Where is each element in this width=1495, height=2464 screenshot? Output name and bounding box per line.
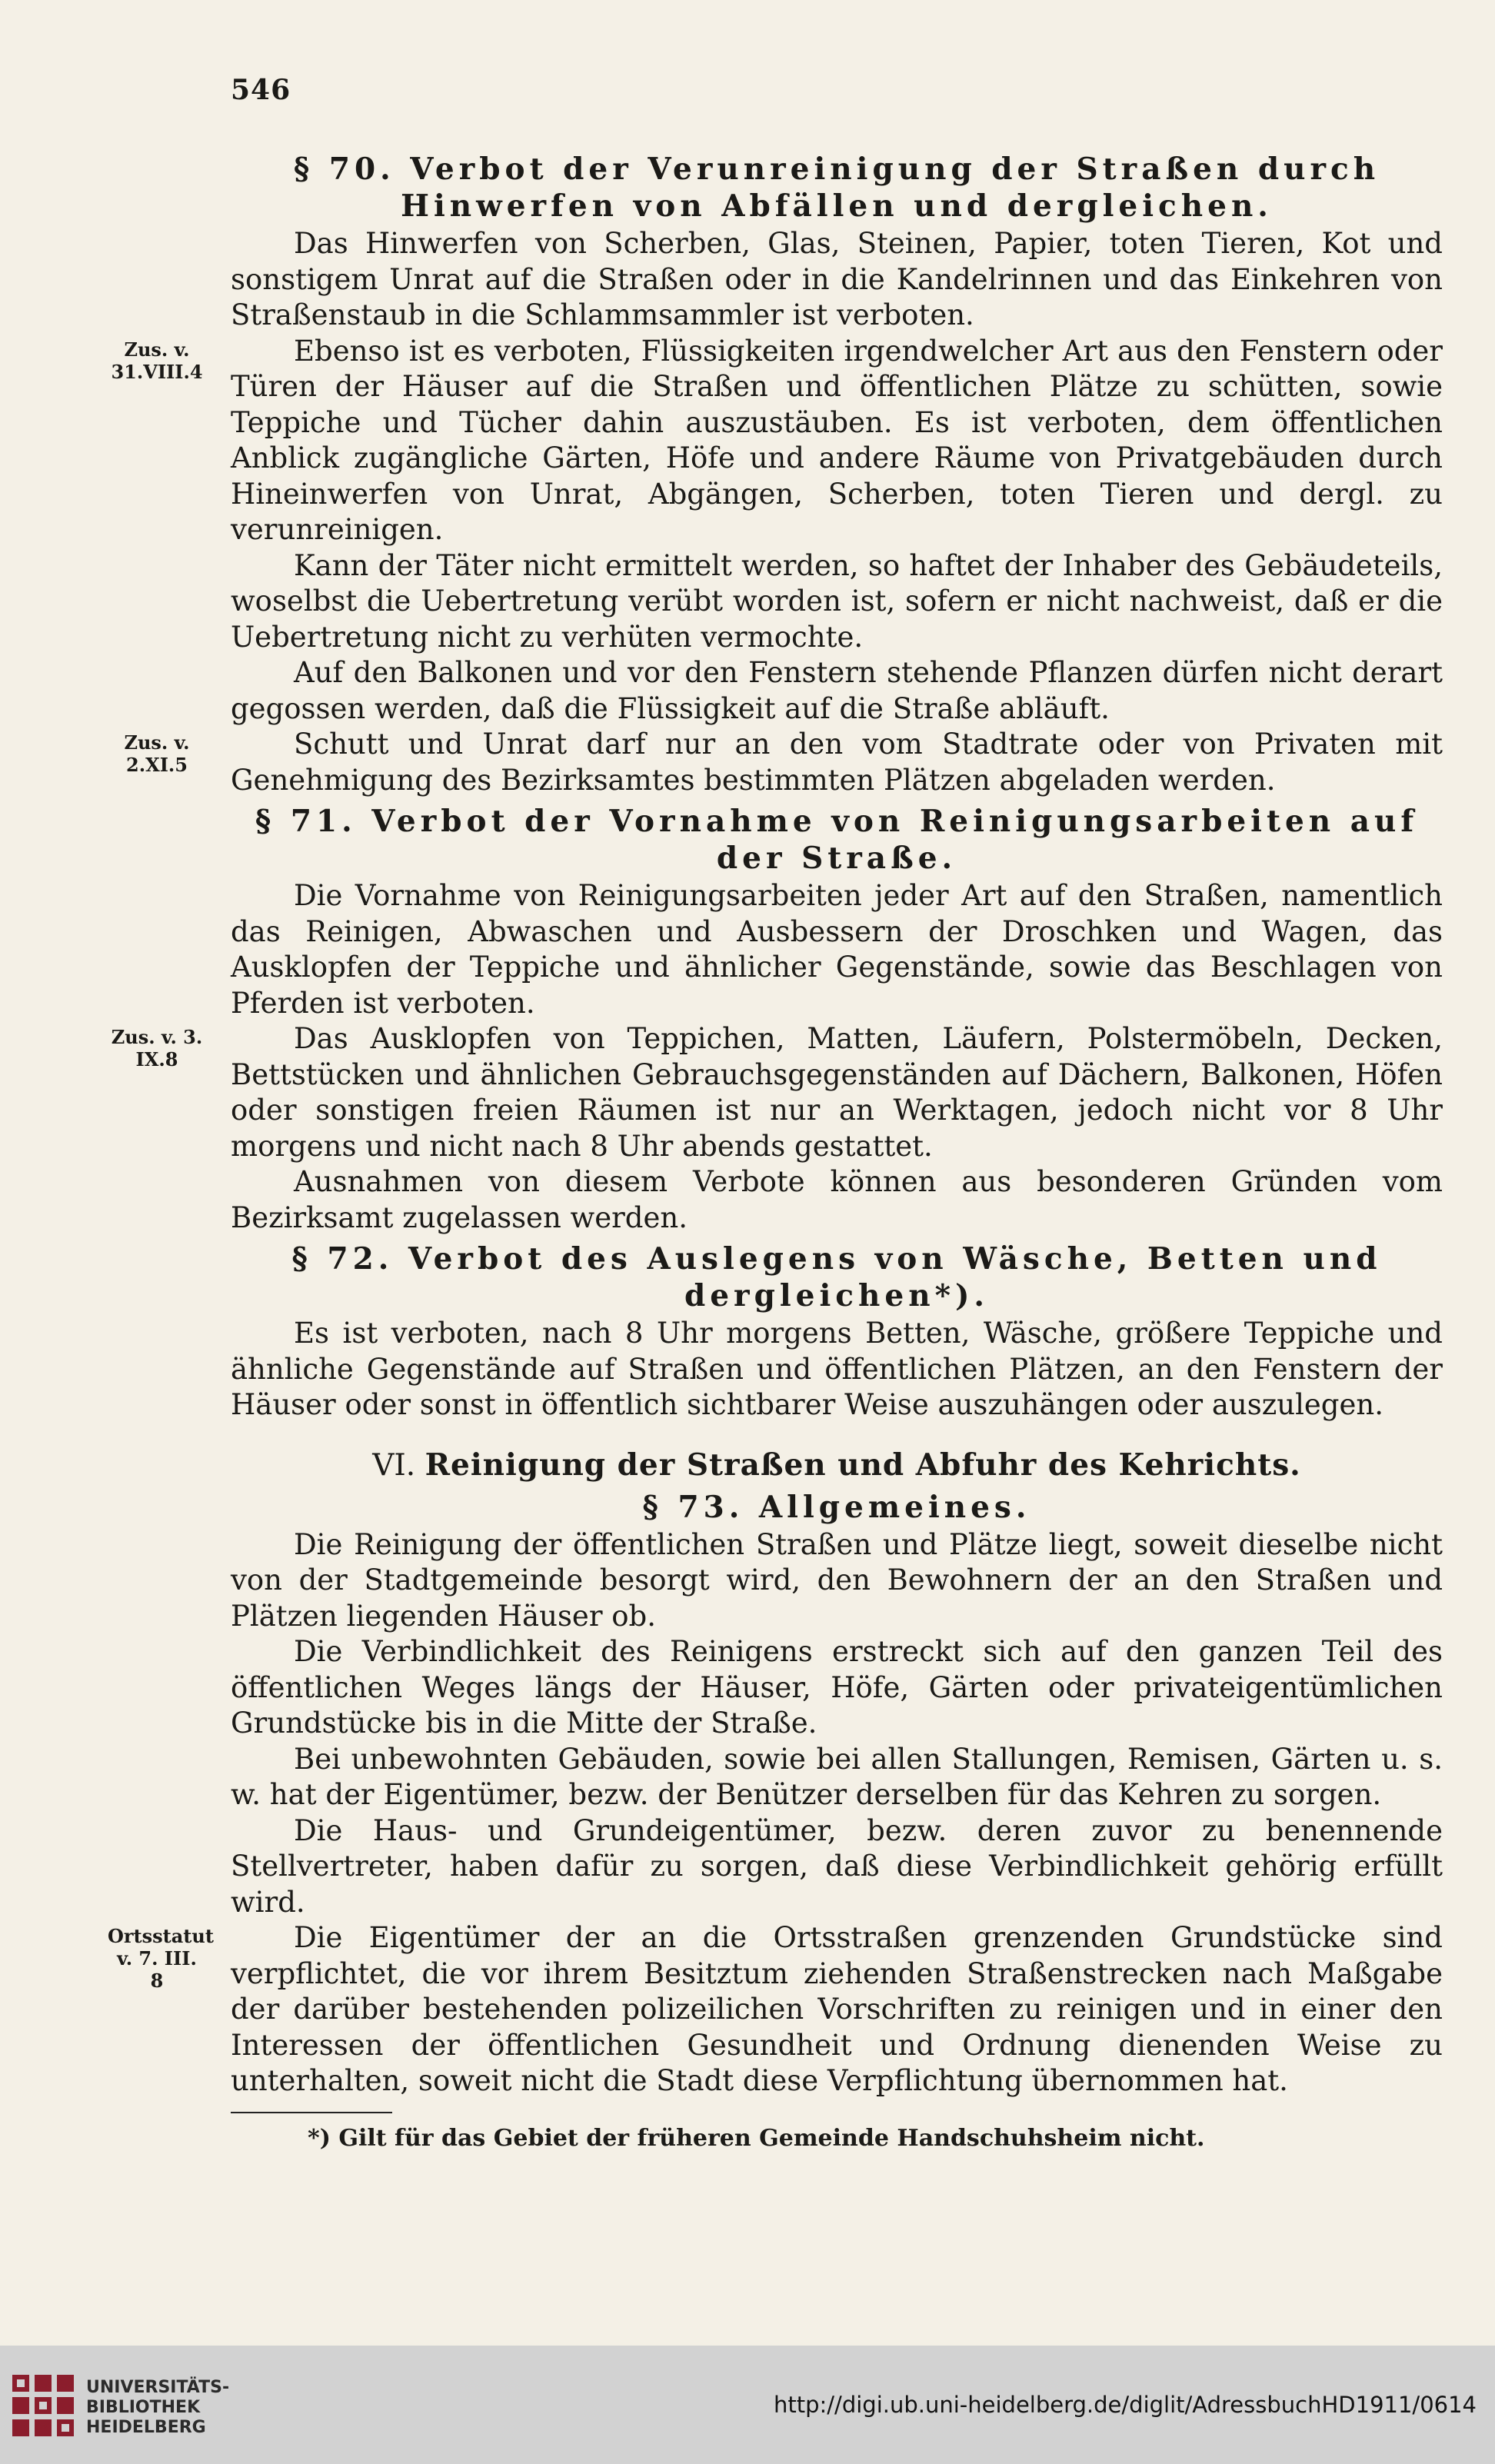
digitization-footer bbox=[0, 2346, 1495, 2464]
section-70-row-2 bbox=[111, 334, 1443, 548]
margin-note-amendment: Zus. v. 3. IX.8 bbox=[111, 1026, 203, 1071]
chapter-title: Reinigung der Straßen und Abfuhr des Kehrichts. bbox=[425, 1447, 1301, 1483]
margin-note-amendment: Zus. v. 31.VIII.4 bbox=[111, 338, 203, 383]
section-70-paragraph-5: Schutt und Unrat darf nur an den vom Stadtrate oder von Privaten mit Genehmigung des Bezirksamtes bestimmten Plätzen abgeladen werden. bbox=[231, 728, 1443, 797]
library-name-line: BIBLIOTHEK bbox=[86, 2398, 201, 2417]
digital-copy-link[interactable]: http://digi.ub.uni-heidelberg.de/diglit/AdressbuchHD1911/0614 bbox=[773, 2392, 1477, 2418]
section-71-row-2 bbox=[111, 1021, 1443, 1164]
section-71-paragraph-3: Ausnahmen von diesem Verbote können aus besonderen Gründen vom Bezirksamt zugelassen werden. bbox=[231, 1165, 1443, 1234]
chapter-heading bbox=[231, 1447, 1443, 1484]
section-72-paragraph-1: Es ist verboten, nach 8 Uhr morgens Betten, Wäsche, größere Teppiche und ähnliche Gegenstände auf Straßen und öffentlichen Plätzen, an den Fenstern der Häuser oder sonst in öffentlich sichtbarer Weise auszuhängen oder auszulegen. bbox=[231, 1317, 1443, 1421]
section-71-paragraph-2: Das Ausklopfen von Teppichen, Matten, Läufern, Polstermöbeln, Decken, Bettstücken und ähnlichen Gebrauchsgegenständen auf Dächern, Balkonen, Höfen oder sonstigen freien Räumen ist nur an Werktagen, jedoch nicht vor 8 Uhr morgens und nicht nach 8 Uhr abends gestattet. bbox=[231, 1022, 1443, 1163]
library-name-line: UNIVERSITÄTS- bbox=[86, 2378, 230, 2397]
section-73-paragraph-1: Die Reinigung der öffentlichen Straßen und Plätze liegt, soweit dieselbe nicht von der Stadtgemeinde besorgt wird, den Bewohnern der an den Straßen und Plätzen liegenden Häuser ob. bbox=[231, 1527, 1443, 1633]
section-70-row-5 bbox=[124, 727, 1443, 798]
section-70-paragraph-4: Auf den Balkonen und vor den Fenstern stehende Pflanzen dürfen nicht derart gegossen werden, daß die Flüssigkeit auf die Straße abläuft. bbox=[231, 656, 1443, 725]
margin-note-statute: Ortsstatut v. 7. III. 8 bbox=[108, 1925, 214, 1992]
section-70-paragraph-2: Ebenso ist es verboten, Flüssigkeiten irgendwelcher Art aus den Fenstern oder Türen der Häuser auf die Straßen und öffentlichen Plätze zu schütten, sowie Teppiche und Tücher dahin auszustäuben. Es ist verboten, dem öffentlichen Anblick zugängliche Gärten, Höfe und andere Räume von Privatgebäuden durch Hineinwerfen von Unrat, Abgängen, Scherben, toten Tieren und dergl. zu verunreinigen. bbox=[231, 334, 1443, 546]
page-body bbox=[108, 146, 1443, 2153]
section-73-paragraph-4: Die Haus- und Grundeigentümer, bezw. deren zuvor zu benennende Stellvertreter, haben dafür zu sorgen, daß diese Verbindlichkeit gehörig erfüllt wird. bbox=[231, 1813, 1443, 1919]
section-71-heading: § 71. Verbot der Vornahme von Reinigungsarbeiten auf der Straße. bbox=[255, 804, 1419, 876]
section-70-paragraph-1: Das Hinwerfen von Scherben, Glas, Steinen, Papier, toten Tieren, Kot und sonstigem Unrat auf die Straßen oder in die Kandelrinnen und das Einkehren von Straßenstaub in die Schlammsammler ist verboten. bbox=[231, 227, 1443, 331]
library-name-line: HEIDELBERG bbox=[86, 2418, 206, 2437]
university-library-logo-icon bbox=[9, 2372, 77, 2439]
section-73-paragraph-5: Die Eigentümer der an die Ortsstraßen grenzenden Grundstücke sind verpflichtet, die vor ihrem Besitztum ziehenden Straßenstrecken nach Maßgabe der darüber bestehenden polizeilichen Vorschriften zu reinigen und in einer den Interessen der öffentlichen Gesundheit und Ordnung dienenden Weise zu unterhalten, soweit nicht die Stadt diese Verpflichtung übernommen hat. bbox=[231, 1921, 1443, 2097]
section-73-paragraph-3: Bei unbewohnten Gebäuden, sowie bei allen Stallungen, Remisen, Gärten u. s. w. hat der Eigentümer, bezw. der Benützer derselben für das Kehren zu sorgen. bbox=[231, 1742, 1443, 1811]
section-70-paragraph-3: Kann der Täter nicht ermittelt werden, so haftet der Inhaber des Gebäudeteils, woselbst die Uebertretung verübt worden ist, sofern er nicht nachweist, daß er die Uebertretung nicht zu verhüten vermochte. bbox=[231, 548, 1443, 654]
footnote-divider bbox=[231, 2112, 392, 2113]
page-number: 546 bbox=[231, 74, 291, 106]
section-73-heading: § 73. Allgemeines. bbox=[642, 1489, 1031, 1525]
section-73-paragraph-2: Die Verbindlichkeit des Reinigens erstreckt sich auf den ganzen Teil des öffentlichen Weges längs der Häuser, Höfe, Gärten oder privateigentümlichen Grundstücke bis in die Mitte der Straße. bbox=[231, 1635, 1443, 1740]
library-name bbox=[86, 2378, 229, 2438]
section-73-row-5 bbox=[108, 1920, 1443, 2099]
section-70-heading: § 70. Verbot der Verunreinigung der Straßen durch Hinwerfen von Abfällen und dergleichen. bbox=[293, 152, 1380, 224]
chapter-numeral: VI. bbox=[372, 1447, 416, 1483]
footnote: *) Gilt für das Gebiet der früheren Gemeinde Handschuhsheim nicht. bbox=[308, 2124, 1205, 2152]
section-72-heading: § 72. Verbot des Auslegens von Wäsche, Betten und dergleichen*). bbox=[291, 1241, 1382, 1314]
section-71-paragraph-1: Die Vornahme von Reinigungsarbeiten jeder Art auf den Straßen, namentlich das Reinigen, Abwaschen und Ausbessern der Droschken und Wagen, das Ausklopfen der Teppiche und ähnlicher Gegenstände, sowie das Beschlagen von Pferden ist verboten. bbox=[231, 879, 1443, 1020]
margin-note-amendment: Zus. v. 2.XI.5 bbox=[124, 731, 190, 776]
